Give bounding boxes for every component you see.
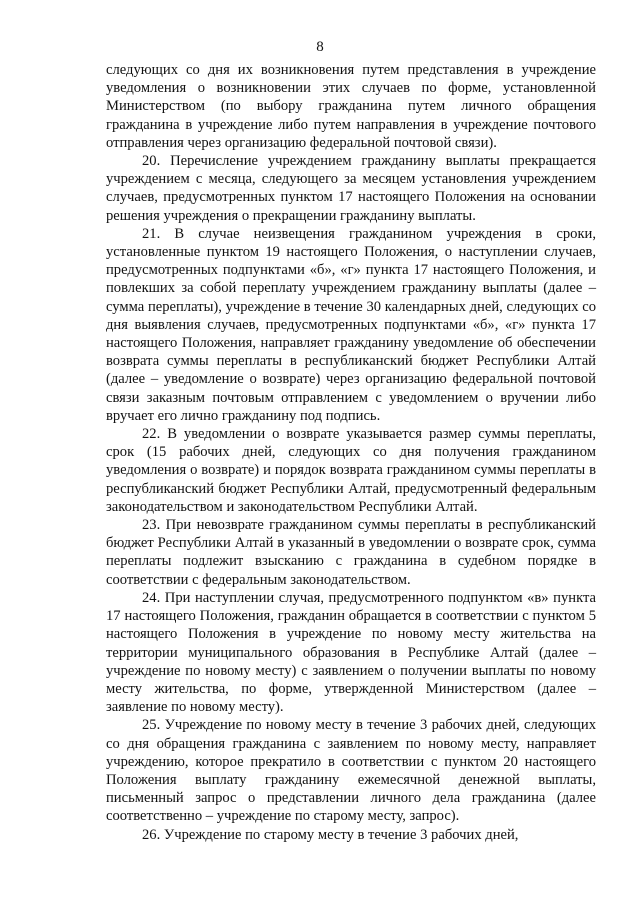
document-body [106,61,596,844]
paragraph-item-20: 20. Перечисление учреждением гражданину выплаты прекращается учреждением с месяца, следующего за месяцем установления учреждением случаев, предусмотренных пунктом 17 настоящего Положения на основании решения учреждения о прекращении гражданину выплаты. [106,153,596,224]
paragraph-item-21: 21. В случае неизвещения гражданином учреждения в сроки, установленные пунктом 19 настоящего Положения, о наступлении случаев, предусмотренных подпунктами «б», «г» пункта 17 настоящего Положения, и повлекших за собой переплату учреждением гражданину выплаты (далее – сумма переплаты), учреждение в течение 30 календарных дней, следующих со дня выявления случаев, предусмотренных подпунктами «б», «г» пункта 17 настоящего Положения, направляет гражданину уведомление об обеспечении возврата суммы переплаты в республиканский бюджет Республики Алтай (далее – уведомление о возврате) через организацию федеральной почтовой связи заказным почтовым отправлением с уведомлением о вручении либо вручает его лично гражданину под подпись. [106,225,596,424]
paragraph-item-26: 26. Учреждение по старому месту в течение 3 рабочих дней, [142,826,519,843]
paragraph-continuation: следующих со дня их возникновения путем представления в учреждение уведомления о возникновении этих случаев по форме, установленной Министерством (по выбору гражданина путем личного обращения гражданина в учреждение либо путем направления в учреждение почтового отправления через организацию федеральной почтовой связи). [106,62,596,151]
paragraph-item-23: 23. При невозврате гражданином суммы переплаты в республиканский бюджет Республики Алтай в указанный в уведомлении о возврате срок, сумма переплаты подлежит взысканию с гражданина в судебном порядке в соответствии с федеральным законодательством. [106,517,596,588]
paragraph-item-22: 22. В уведомлении о возврате указывается размер суммы переплаты, срок (15 рабочих дней, следующих со дня получения гражданином уведомления о возврате) и порядок возврата гражданином суммы переплаты в республиканский бюджет Республики Алтай, предусмотренный федеральным законодательством и законодательством Республики Алтай. [106,426,596,515]
page-number: 8 [316,39,324,55]
paragraph-item-25: 25. Учреждение по новому месту в течение 3 рабочих дней, следующих со дня обращения гражданина с заявлением по новому месту, направляет учреждению, которое прекратило в соответствии с пунктом 20 настоящего Положения выплату гражданину ежемесячной денежной выплаты, письменный запрос о представлении личного дела гражданина (далее соответственно – учреждение по старому месту, запрос). [106,717,596,825]
paragraph-item-24: 24. При наступлении случая, предусмотренного подпунктом «в» пункта 17 настоящего Положения, гражданин обращается в соответствии с пунктом 5 настоящего Положения в учреждение по новому месту жительства на территории муниципального образования в Республике Алтай (далее – учреждение по новому месту) с заявлением о получении выплаты по новому месту жительства, по форме, утвержденной Министерством (далее – заявление по новому месту). [106,589,596,716]
